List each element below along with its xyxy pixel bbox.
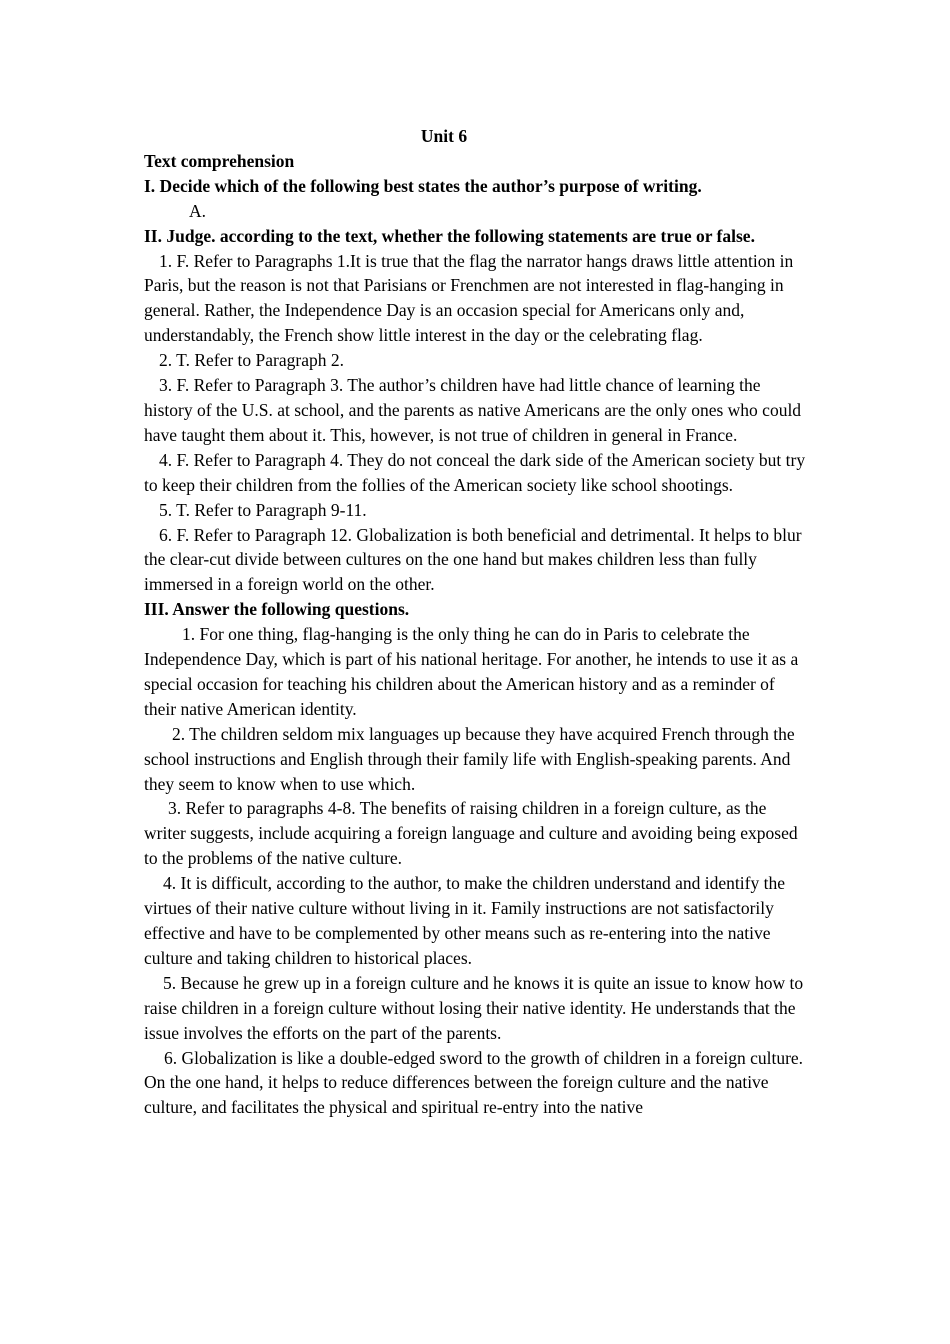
part3-item: 2. The children seldom mix languages up because they have acquired French through the school instructions and English through their family life with English-speaking parents. And they seem to know when to use which. xyxy=(144,723,795,794)
part2-item: 1. F. Refer to Paragraphs 1.It is true that the flag the narrator hangs draws little attention in Paris, but the reason is not that Parisians or Frenchmen are not interested in flag-hanging in general. Rather, the Independence Day is an occasion special for Americans only and, understandably, the French show little interest in the day or the celebrating flag. xyxy=(144,250,794,346)
part1-answer: A. xyxy=(189,200,207,221)
part3-item: 6. Globalization is like a double-edged sword to the growth of children in a foreign culture. On the one hand, it helps to reduce differences between the foreign culture and the native culture, and facilitates the physical and spiritual re-entry into the native xyxy=(144,1047,804,1118)
part2-item: 4. F. Refer to Paragraph 4. They do not conceal the dark side of the American society but try to keep their children from the follies of the American society like school shootings. xyxy=(144,449,806,495)
part2-heading: II. Judge. according to the text, whether the following statements are true or false. xyxy=(144,225,755,246)
part3-heading: III. Answer the following questions. xyxy=(144,599,410,620)
part2-item: 5. T. Refer to Paragraph 9-11. xyxy=(159,499,367,520)
page-title: Unit 6 xyxy=(420,126,468,146)
document-page xyxy=(144,124,810,1120)
part3-item: 3. Refer to paragraphs 4-8. The benefits of raising children in a foreign culture, as the writer suggests, include acquiring a foreign language and culture and avoiding being exposed to the problems of the native culture. xyxy=(144,798,798,869)
part2-item: 6. F. Refer to Paragraph 12. Globalization is both beneficial and detrimental. It helps to blur the clear-cut divide between cultures on the one hand but makes children less than fully immersed in a foreign world on the other. xyxy=(144,524,802,595)
part1-heading: I. Decide which of the following best states the author’s purpose of writing. xyxy=(144,175,702,196)
part2-item: 3. F. Refer to Paragraph 3. The author’s children have had little chance of learning the history of the U.S. at school, and the parents as native Americans are the only ones who could have taught them about it. This, however, is not true of children in general in France. xyxy=(144,375,802,445)
part3-item: 1. For one thing, flag-hanging is the only thing he can do in Paris to celebrate the Independence Day, which is part of his national heritage. For another, he intends to use it as a special occasion for teaching his children about the American history and as a reminder of their native American identity. xyxy=(144,624,799,719)
part2-item: 2. T. Refer to Paragraph 2. xyxy=(159,350,344,371)
part3-item: 4. It is difficult, according to the author, to make the children understand and identify the virtues of their native culture without living in it. Family instructions are not satisfactorily effective and have to be complemented by other means such as re-entering into the native culture and taking children to historical places. xyxy=(144,873,785,968)
section-heading: Text comprehension xyxy=(144,150,295,171)
part3-item: 5. Because he grew up in a foreign culture and he knows it is quite an issue to know how to raise children in a foreign culture without losing their native identity. He understands that the issue involves the efforts on the part of the parents. xyxy=(144,972,804,1043)
